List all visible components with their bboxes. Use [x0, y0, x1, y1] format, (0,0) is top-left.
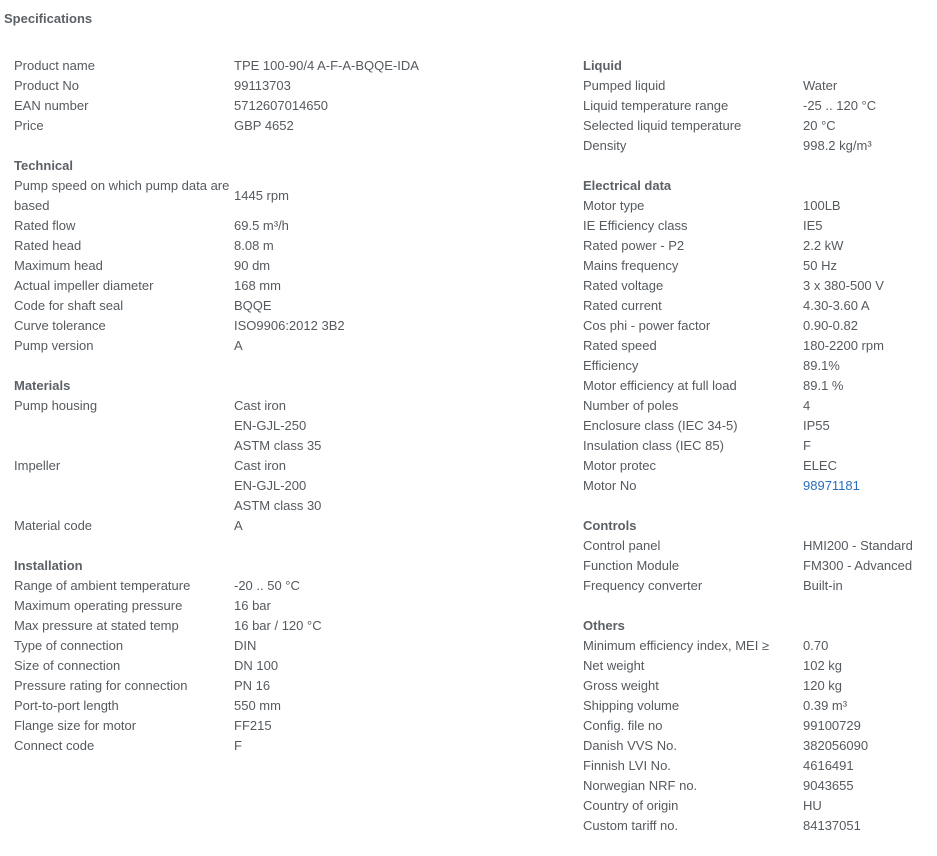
spec-row-number-of-poles: [583, 396, 933, 416]
spec-value: [803, 776, 933, 796]
spec-label: Custom tariff no.: [583, 818, 679, 833]
motor-no-link[interactable]: 98971181: [803, 478, 860, 493]
spec-row-rated-flow: [14, 216, 559, 236]
spec-value: [803, 316, 933, 336]
spec-row-motor-efficiency-at-full-load: [583, 376, 933, 396]
spec-value: [803, 696, 933, 716]
spec-value: [234, 716, 559, 736]
spec-value-line: 5712607014650: [234, 98, 328, 113]
spec-label: Insulation class (IEC 85): [583, 438, 724, 453]
spec-label: Control panel: [583, 538, 661, 553]
spec-value: [234, 176, 559, 216]
spec-label: Pressure rating for connection: [14, 678, 188, 693]
spec-value-line: 180-2200 rpm: [803, 338, 884, 353]
spec-label: Enclosure class (IEC 34-5): [583, 418, 738, 433]
spec-label: Gross weight: [583, 678, 659, 693]
section-technical: [14, 156, 559, 356]
spec-value-line: 89.1%: [803, 358, 840, 373]
spec-value: [803, 416, 933, 436]
section-heading: Others: [583, 618, 625, 633]
spec-label: Actual impeller diameter: [14, 278, 154, 293]
spec-label: Curve tolerance: [14, 318, 106, 333]
spec-value-line: 2.2 kW: [803, 238, 844, 253]
spec-value: [234, 76, 559, 96]
spec-row-minimum-efficiency-index-mei: [583, 636, 933, 656]
spec-value-line: 16 bar: [234, 598, 271, 613]
spec-value-line: 0.90-0.82: [803, 318, 858, 333]
spec-value-line: 168 mm: [234, 278, 281, 293]
spec-row-product-name: [14, 56, 559, 76]
spec-row-maximum-head: [14, 256, 559, 276]
spec-value-line: 382056090: [803, 738, 869, 753]
spec-value-line: 69.5 m³/h: [234, 218, 289, 233]
spec-label: Motor protec: [583, 458, 656, 473]
spec-row-rated-power-p2: [583, 236, 933, 256]
spec-row-flange-size-for-motor: [14, 716, 559, 736]
spec-value: [234, 616, 559, 636]
spec-value: [803, 436, 933, 456]
spec-label: Norwegian NRF no.: [583, 778, 698, 793]
spec-value: [234, 216, 559, 236]
spec-row-type-of-connection: [14, 636, 559, 656]
spec-value: [234, 736, 559, 756]
spec-value: [803, 456, 933, 476]
section-heading: Installation: [14, 558, 83, 573]
spec-label: EAN number: [14, 98, 89, 113]
spec-label: Pumped liquid: [583, 78, 666, 93]
spec-label: Function Module: [583, 558, 680, 573]
spec-value: [234, 56, 559, 76]
spec-label: Connect code: [14, 738, 95, 753]
spec-value-line: F: [803, 438, 811, 453]
spec-value-line: 1445 rpm: [234, 188, 289, 203]
spec-value: [803, 636, 933, 656]
spec-row-control-panel: [583, 536, 933, 556]
spec-value: [803, 736, 933, 756]
spec-label: Port-to-port length: [14, 698, 119, 713]
spec-value-line: Built-in: [803, 578, 843, 593]
spec-value: [803, 676, 933, 696]
spec-value-line: BQQE: [234, 298, 272, 313]
specs-right-column: [583, 56, 933, 856]
spec-row-material-code: [14, 516, 559, 536]
spec-row-impeller: [14, 456, 559, 516]
spec-value-line: 4: [803, 398, 811, 413]
section-installation: [14, 556, 559, 756]
spec-value-line: 550 mm: [234, 698, 281, 713]
spec-value-line: FF215: [234, 718, 272, 733]
section-heading: Materials: [14, 378, 71, 393]
spec-value-line: IP55: [803, 418, 830, 433]
spec-label: Rated current: [583, 298, 662, 313]
spec-value-line: 4.30-3.60 A: [803, 298, 870, 313]
spec-value: [234, 696, 559, 716]
spec-value-line: 9043655: [803, 778, 854, 793]
spec-label: Motor type: [583, 198, 645, 213]
spec-value: [803, 196, 933, 216]
spec-row-connect-code: [14, 736, 559, 756]
spec-row-liquid-temperature-range: [583, 96, 933, 116]
spec-row-motor-protec: [583, 456, 933, 476]
spec-value-line: 0.70: [803, 638, 829, 653]
spec-value: [234, 296, 559, 316]
spec-row-insulation-class-iec-85: [583, 436, 933, 456]
section-electrical-data: [583, 176, 933, 496]
spec-row-curve-tolerance: [14, 316, 559, 336]
spec-label: Pump housing: [14, 398, 98, 413]
spec-value-line: EN-GJL-250: [234, 418, 307, 433]
spec-value-line: PN 16: [234, 678, 271, 693]
spec-value: [803, 536, 933, 556]
spec-label: Pump speed on which pump data are based: [14, 178, 230, 213]
spec-row-ie-efficiency-class: [583, 216, 933, 236]
spec-value-line: EN-GJL-200: [234, 478, 307, 493]
spec-row-code-for-shaft-seal: [14, 296, 559, 316]
spec-row-mains-frequency: [583, 256, 933, 276]
spec-value: [234, 396, 559, 456]
spec-value: [234, 276, 559, 296]
spec-value-line: 998.2 kg/m³: [803, 138, 872, 153]
spec-label: Motor efficiency at full load: [583, 378, 737, 393]
spec-value: [803, 556, 933, 576]
spec-value: [803, 716, 933, 736]
spec-row-gross-weight: [583, 676, 933, 696]
spec-row-shipping-volume: [583, 696, 933, 716]
spec-row-pump-version: [14, 336, 559, 356]
spec-value: [803, 236, 933, 256]
spec-row-actual-impeller-diameter: [14, 276, 559, 296]
spec-value: [234, 676, 559, 696]
spec-row-max-pressure-at-stated-temp: [14, 616, 559, 636]
spec-value-line: A: [234, 518, 243, 533]
spec-row-motor-no: [583, 476, 933, 496]
spec-label: Pump version: [14, 338, 94, 353]
spec-value-line: 8.08 m: [234, 238, 274, 253]
spec-value-line: Cast iron: [234, 458, 287, 473]
spec-label: Country of origin: [583, 798, 679, 813]
spec-value-line: IE5: [803, 218, 823, 233]
spec-row-pressure-rating-for-connection: [14, 676, 559, 696]
spec-row-norwegian-nrf-no: [583, 776, 933, 796]
section-product: [14, 56, 559, 136]
spec-value-line: 50 Hz: [803, 258, 837, 273]
spec-value-line: Water: [803, 78, 838, 93]
spec-value-line: ELEC: [803, 458, 837, 473]
spec-value: [803, 276, 933, 296]
spec-value: [234, 456, 559, 516]
spec-row-product-no: [14, 76, 559, 96]
section-controls: [583, 516, 933, 596]
spec-label: Product name: [14, 58, 95, 73]
spec-row-country-of-origin: [583, 796, 933, 816]
spec-value-line: ASTM class 35: [234, 438, 322, 453]
spec-label: Finnish LVI No.: [583, 758, 671, 773]
spec-value: [803, 376, 933, 396]
section-others: [583, 616, 933, 836]
spec-row-frequency-converter: [583, 576, 933, 596]
spec-label: Liquid temperature range: [583, 98, 729, 113]
spec-label: Impeller: [14, 458, 61, 473]
spec-label: Code for shaft seal: [14, 298, 124, 313]
spec-value: [803, 756, 933, 776]
spec-value: [234, 236, 559, 256]
spec-value: [803, 296, 933, 316]
spec-label: Size of connection: [14, 658, 121, 673]
spec-label: Maximum head: [14, 258, 103, 273]
spec-value: [234, 116, 559, 136]
spec-row-danish-vvs-no: [583, 736, 933, 756]
spec-label: Price: [14, 118, 44, 133]
spec-value: [234, 596, 559, 616]
spec-row-pumped-liquid: [583, 76, 933, 96]
spec-row-pump-housing: [14, 396, 559, 456]
spec-row-range-of-ambient-temperature: [14, 576, 559, 596]
spec-row-selected-liquid-temperature: [583, 116, 933, 136]
spec-row-port-to-port-length: [14, 696, 559, 716]
spec-value: [234, 96, 559, 116]
spec-value: [234, 336, 559, 356]
spec-row-cos-phi-power-factor: [583, 316, 933, 336]
spec-label: Number of poles: [583, 398, 679, 413]
spec-value: [803, 336, 933, 356]
section-heading: Electrical data: [583, 178, 672, 193]
spec-value-line: 102 kg: [803, 658, 843, 673]
spec-row-ean-number: [14, 96, 559, 116]
spec-value-line: Cast iron: [234, 398, 287, 413]
spec-label: Max pressure at stated temp: [14, 618, 179, 633]
spec-value: [234, 656, 559, 676]
spec-value: [803, 656, 933, 676]
page-title: Specifications: [4, 11, 93, 26]
spec-value: [803, 256, 933, 276]
spec-row-custom-tariff-no: [583, 816, 933, 836]
spec-value-line: 89.1 %: [803, 378, 844, 393]
spec-row-enclosure-class-iec-34-5: [583, 416, 933, 436]
spec-label: Net weight: [583, 658, 645, 673]
spec-row-config-file-no: [583, 716, 933, 736]
spec-value-line: 20 °C: [803, 118, 836, 133]
spec-value-line: DN 100: [234, 658, 279, 673]
spec-row-maximum-operating-pressure: [14, 596, 559, 616]
spec-value-line: 4616491: [803, 758, 854, 773]
spec-value-line: TPE 100-90/4 A-F-A-BQQE-IDA: [234, 58, 419, 73]
spec-value-line: 99100729: [803, 718, 861, 733]
spec-value: [234, 636, 559, 656]
spec-label: Rated power - P2: [583, 238, 685, 253]
specs-left-column: [14, 56, 559, 776]
spec-value-line: 84137051: [803, 818, 861, 833]
spec-row-rated-speed: [583, 336, 933, 356]
spec-row-pump-speed-on-which-pump-data-are-based: [14, 176, 559, 216]
spec-label: Product No: [14, 78, 80, 93]
spec-label: Shipping volume: [583, 698, 680, 713]
spec-value: [803, 76, 933, 96]
spec-value[interactable]: [803, 476, 933, 496]
spec-label: Range of ambient temperature: [14, 578, 191, 593]
spec-value-line: 3 x 380-500 V: [803, 278, 884, 293]
spec-value-line: 16 bar / 120 °C: [234, 618, 322, 633]
spec-label: Selected liquid temperature: [583, 118, 742, 133]
spec-value: [803, 396, 933, 416]
spec-row-rated-current: [583, 296, 933, 316]
spec-row-rated-head: [14, 236, 559, 256]
spec-value-line: DIN: [234, 638, 257, 653]
spec-label: Type of connection: [14, 638, 124, 653]
spec-row-efficiency: [583, 356, 933, 376]
section-heading: Liquid: [583, 58, 622, 73]
spec-value: [234, 516, 559, 536]
spec-label: Flange size for motor: [14, 718, 137, 733]
spec-row-size-of-connection: [14, 656, 559, 676]
spec-label: Minimum efficiency index, MEI ≥: [583, 638, 770, 653]
spec-value-line: 120 kg: [803, 678, 843, 693]
spec-row-price: [14, 116, 559, 136]
spec-value-line: FM300 - Advanced: [803, 558, 913, 573]
spec-label: Density: [583, 138, 627, 153]
spec-value: [803, 796, 933, 816]
spec-label: Frequency converter: [583, 578, 703, 593]
spec-value: [803, 576, 933, 596]
spec-value: [803, 216, 933, 236]
spec-label: Rated head: [14, 238, 82, 253]
spec-value-line: ASTM class 30: [234, 498, 322, 513]
spec-label: Rated flow: [14, 218, 76, 233]
spec-value-line: 100LB: [803, 198, 841, 213]
spec-value-line: 99113703: [234, 78, 291, 93]
spec-value-line: HMI200 - Standard: [803, 538, 913, 553]
section-materials: [14, 376, 559, 536]
spec-label: Maximum operating pressure: [14, 598, 183, 613]
spec-row-rated-voltage: [583, 276, 933, 296]
spec-row-net-weight: [583, 656, 933, 676]
spec-label: Cos phi - power factor: [583, 318, 711, 333]
spec-value-line: -25 .. 120 °C: [803, 98, 877, 113]
spec-row-density: [583, 136, 933, 156]
spec-value-line: HU: [803, 798, 822, 813]
spec-value: [803, 96, 933, 116]
spec-value: [234, 256, 559, 276]
spec-label: Material code: [14, 518, 93, 533]
spec-row-function-module: [583, 556, 933, 576]
spec-value-line: A: [234, 338, 243, 353]
spec-value-line: 0.39 m³: [803, 698, 848, 713]
spec-value-line: -20 .. 50 °C: [234, 578, 300, 593]
spec-value-line: GBP 4652: [234, 118, 294, 133]
spec-value: [803, 356, 933, 376]
section-liquid: [583, 56, 933, 156]
spec-label: Rated voltage: [583, 278, 664, 293]
section-heading: Technical: [14, 158, 74, 173]
spec-value-line: 90 dm: [234, 258, 271, 273]
spec-label: Config. file no: [583, 718, 663, 733]
spec-row-motor-type: [583, 196, 933, 216]
spec-value: [234, 316, 559, 336]
spec-row-finnish-lvi-no: [583, 756, 933, 776]
spec-label: Motor No: [583, 478, 637, 493]
spec-label: Mains frequency: [583, 258, 679, 273]
spec-value-line: F: [234, 738, 242, 753]
spec-label: Efficiency: [583, 358, 639, 373]
spec-value: [803, 136, 933, 156]
spec-label: Rated speed: [583, 338, 657, 353]
spec-label: Danish VVS No.: [583, 738, 677, 753]
spec-value-line: ISO9906:2012 3B2: [234, 318, 345, 333]
spec-value: [234, 576, 559, 596]
spec-label: IE Efficiency class: [583, 218, 688, 233]
spec-value: [803, 116, 933, 136]
spec-value: [803, 816, 933, 836]
section-heading: Controls: [583, 518, 637, 533]
